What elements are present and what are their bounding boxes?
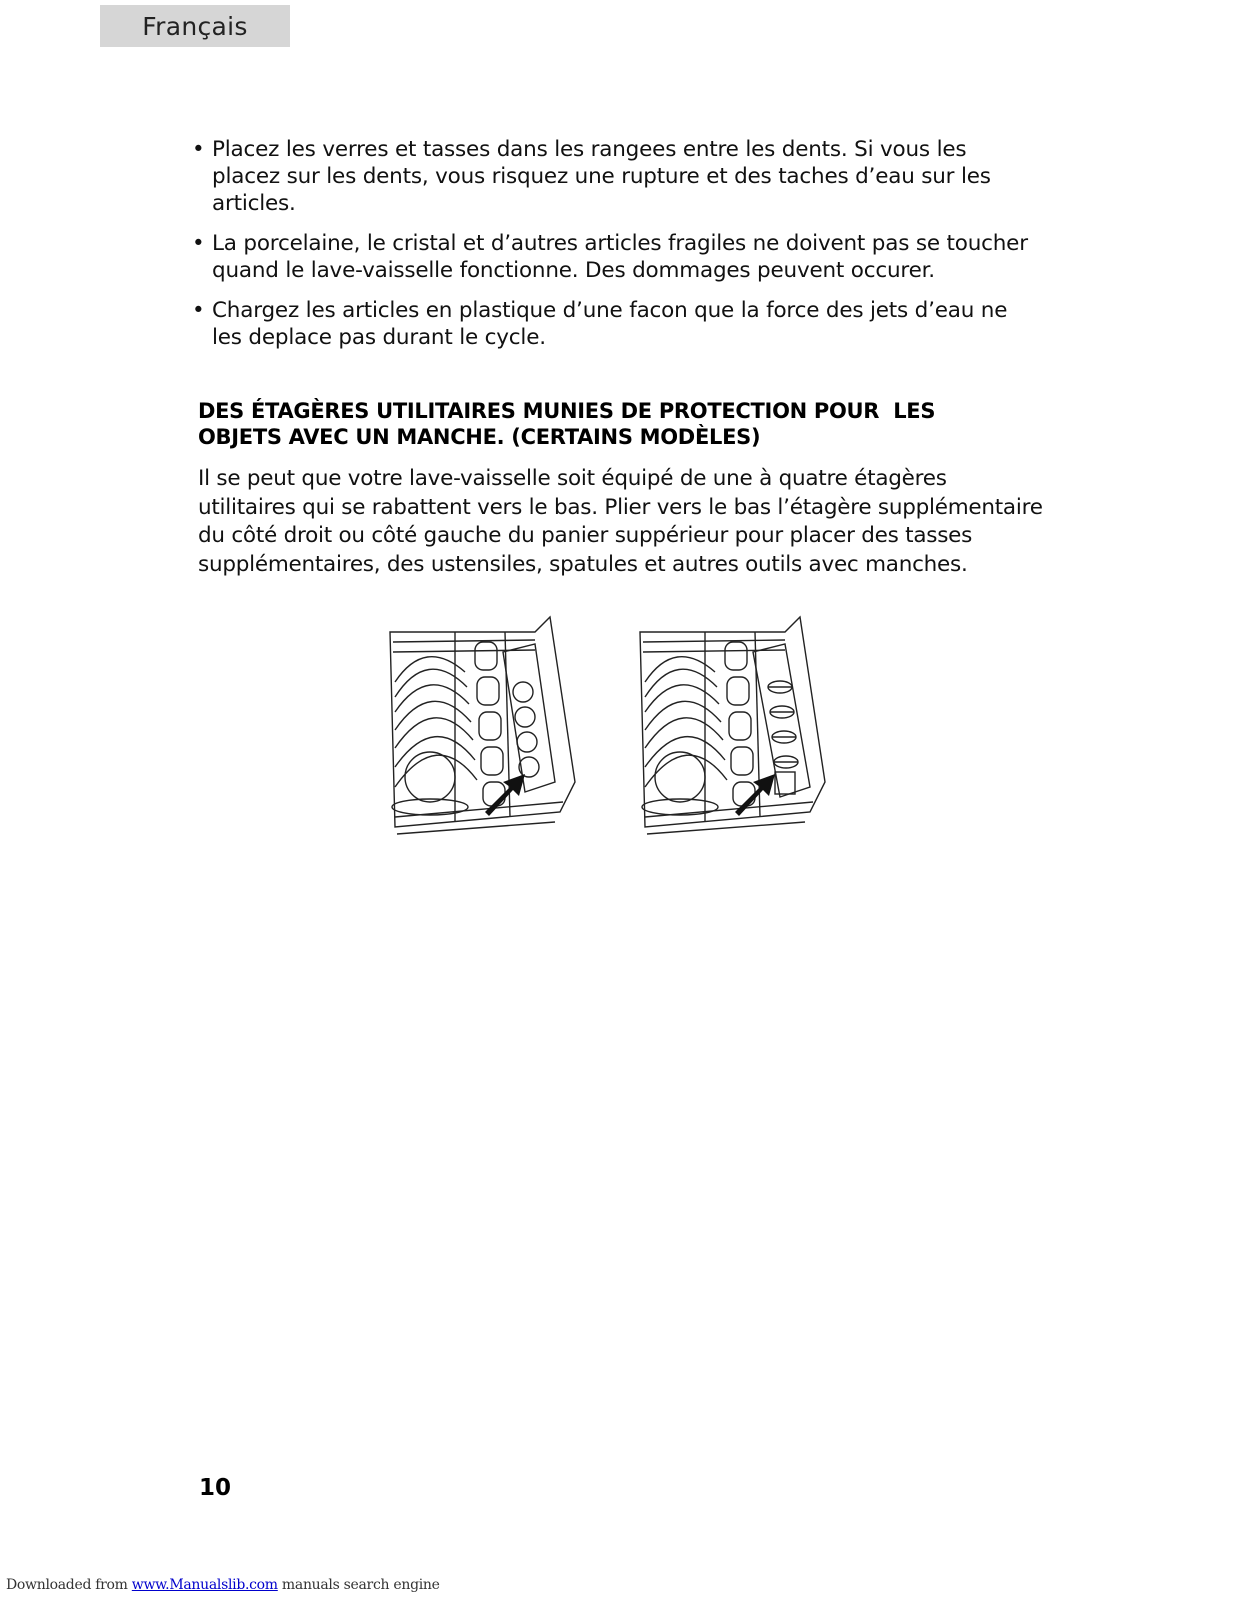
bullet-item: [190, 230, 1040, 284]
rack-illustrations: [385, 612, 850, 852]
section-heading: [198, 398, 1058, 450]
bullet-list: [190, 136, 1040, 364]
bullet-item: [190, 297, 1040, 351]
footer-suffix: manuals search engine: [277, 1577, 440, 1593]
section-heading-line-1: DES ÉTAGÈRES UTILITAIRES MUNIES DE PROTECTION POUR LES: [198, 399, 936, 423]
bullet-marker: •: [192, 231, 205, 256]
manualslib-link[interactable]: www.Manualslib.com: [131, 1577, 278, 1593]
bullet-marker: •: [192, 137, 205, 162]
arrow-icon: [485, 774, 525, 816]
footer-prefix: Downloaded from: [6, 1577, 132, 1593]
rack-illustration-left: [385, 612, 585, 842]
bullet-text: Placez les verres et tasses dans les rangees entre les dents. Si vous les placez sur les dents, vous risquez une rupture et des taches d’eau sur les articles.: [212, 137, 991, 216]
arrow-icon: [735, 774, 775, 816]
rack-illustration-right: [635, 612, 835, 842]
section-heading-line-2: OBJETS AVEC UN MANCHE. (CERTAINS MODÈLES): [198, 425, 761, 449]
language-tab: Français: [100, 5, 290, 47]
bullet-item: [190, 136, 1040, 217]
download-footer: [6, 1577, 440, 1593]
section-body: Il se peut que votre lave-vaisselle soit équipé de une à quatre étagères utilitaires qui se rabattent vers le bas. Plier vers le bas l’étagère supplémentaire du côté droit ou côté gauche du panier suppérieur pour placer des tasses supplémentaires, des ustensiles, spatules et autres outils avec manches.: [198, 466, 1043, 577]
page-number: 10: [199, 1475, 232, 1501]
bullet-text: Chargez les articles en plastique d’une facon que la force des jets d’eau ne les deplace pas durant le cycle.: [212, 298, 1008, 350]
bullet-text: La porcelaine, le cristal et d’autres articles fragiles ne doivent pas se toucher quand le lave-vaisselle fonctionne. Des dommages peuvent occurer.: [212, 231, 1028, 283]
bullet-marker: •: [192, 298, 205, 323]
